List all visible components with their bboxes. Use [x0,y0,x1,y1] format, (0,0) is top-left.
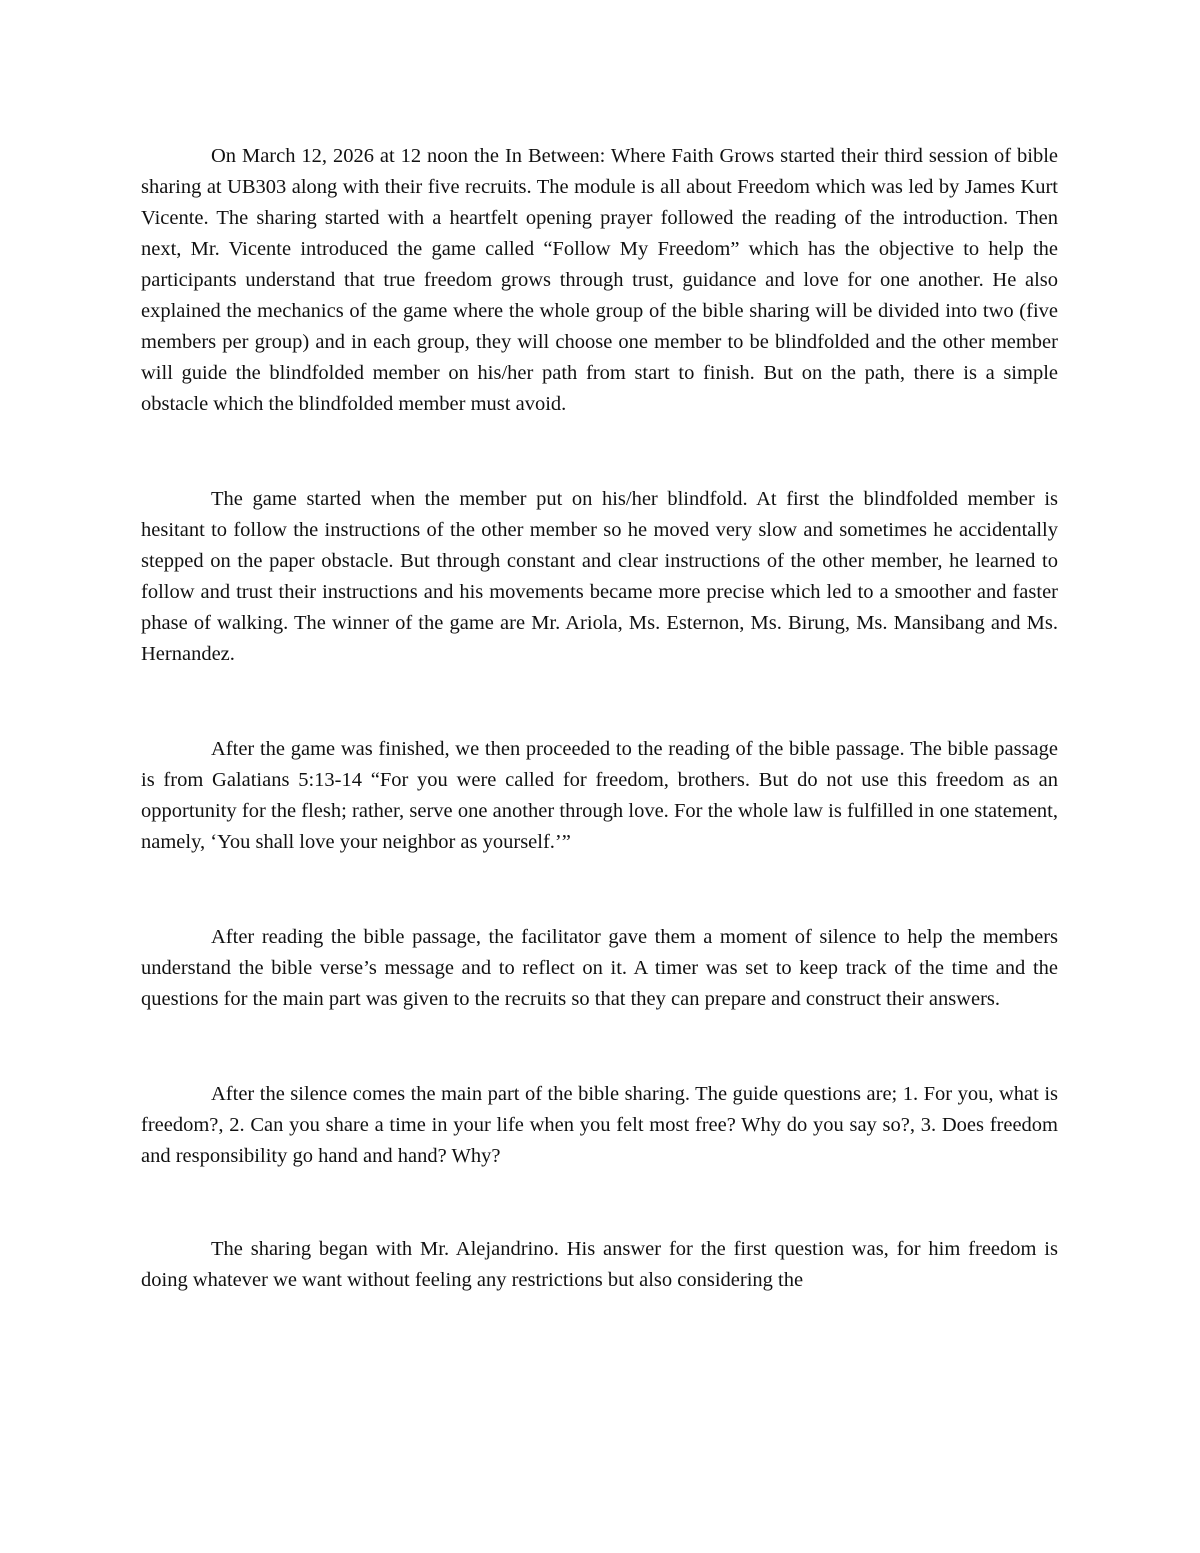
paragraph-spacer [141,858,1058,922]
paragraph-guide-questions: After the silence comes the main part of the bible sharing. The guide questions are; 1. For you, what is freedom?, 2. Can you share a time in your life when you felt most free? Why do you say so?, 3. Does freedom and responsibility go hand and hand? Why? [141,1083,1058,1167]
document-body [141,141,1058,1296]
paragraph-sharing: The sharing began with Mr. Alejandrino. His answer for the first question was, for him freedom is doing whatever we want without feeling any restrictions but also considering the [141,1238,1058,1291]
paragraph-spacer [141,1015,1058,1079]
paragraph-spacer [141,1172,1058,1234]
paragraph-game: The game started when the member put on his/her blindfold. At first the blindfolded member is hesitant to follow the instructions of the other member so he moved very slow and sometimes he accidentally stepped on the paper obstacle. But through constant and clear instructions of the other member, he learned to follow and trust their instructions and his movements became more precise which led to a smoother and faster phase of walking. The winner of the game are Mr. Ariola, Ms. Esternon, Ms. Birung, Ms. Mansibang and Ms. Hernandez. [141,488,1058,665]
paragraph-spacer [141,420,1058,484]
paragraph-silence: After reading the bible passage, the facilitator gave them a moment of silence to help the members understand the bible verse’s message and to reflect on it. A timer was set to keep track of the time and the questions for the main part was given to the recruits so that they can prepare and construct their answers. [141,926,1058,1010]
paragraph-spacer [141,670,1058,734]
paragraph-intro: On March 12, 2026 at 12 noon the In Between: Where Faith Grows started their third session of bible sharing at UB303 along with their five recruits. The module is all about Freedom which was led by James Kurt Vicente. The sharing started with a heartfelt opening prayer followed the reading of the introduction. Then next, Mr. Vicente introduced the game called “Follow My Freedom” which has the objective to help the participants understand that true freedom grows through trust, guidance and love for one another. He also explained the mechanics of the game where the whole group of the bible sharing will be divided into two (five members per group) and in each group, they will choose one member to be blindfolded and the other member will guide the blindfolded member on his/her path from start to finish. But on the path, there is a simple obstacle which the blindfolded member must avoid. [141,145,1058,415]
paragraph-bible-passage: After the game was finished, we then proceeded to the reading of the bible passage. The bible passage is from Galatians 5:13-14 “For you were called for freedom, brothers. But do not use this freedom as an opportunity for the flesh; rather, serve one another through love. For the whole law is fulfilled in one statement, namely, ‘You shall love your neighbor as yourself.’” [141,738,1058,853]
